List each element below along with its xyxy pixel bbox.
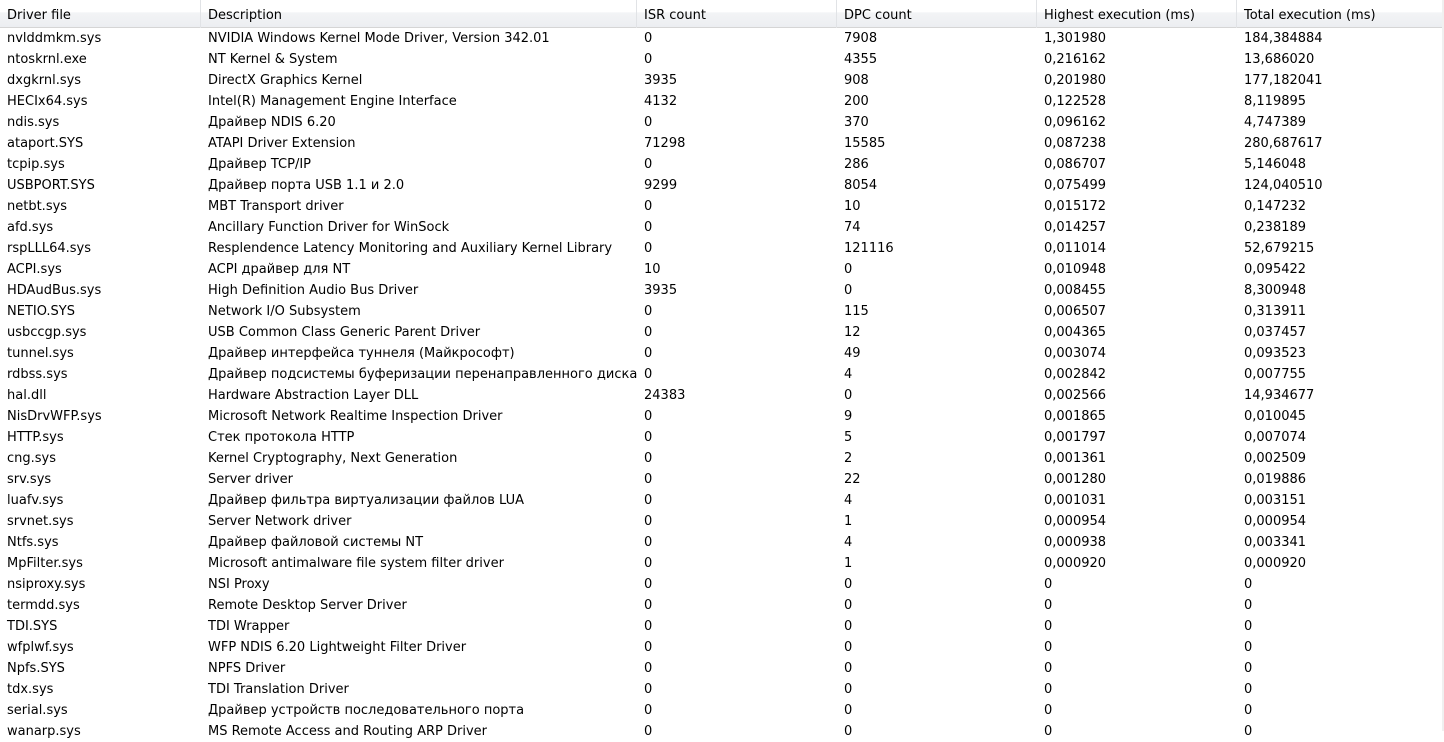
- driver-file-cell: ndis.sys: [7, 115, 60, 130]
- highest-execution-cell: 0,001031: [1044, 493, 1107, 508]
- column-header-highest-execution[interactable]: Highest execution (ms): [1037, 0, 1237, 28]
- dpc-count-cell: 4: [844, 493, 853, 508]
- total-execution-cell: 0,003151: [1244, 493, 1307, 508]
- isr-count-cell: 0: [644, 31, 653, 46]
- driver-file-cell: tunnel.sys: [7, 346, 74, 361]
- total-execution-cell: 52,679215: [1244, 241, 1315, 256]
- total-execution-cell: 5,146048: [1244, 157, 1307, 172]
- dpc-count-cell: 10: [844, 199, 861, 214]
- table-row[interactable]: [0, 49, 1444, 70]
- driver-file-cell: usbccgp.sys: [7, 325, 87, 340]
- description-cell: NPFS Driver: [208, 661, 286, 676]
- dpc-count-cell: 370: [844, 115, 869, 130]
- driver-rows: [0, 28, 1444, 742]
- isr-count-cell: 0: [644, 682, 653, 697]
- table-row[interactable]: [0, 532, 1444, 553]
- highest-execution-cell: 0,006507: [1044, 304, 1107, 319]
- total-execution-cell: 8,119895: [1244, 94, 1307, 109]
- total-execution-cell: 177,182041: [1244, 73, 1323, 88]
- driver-file-cell: netbt.sys: [7, 199, 68, 214]
- dpc-count-cell: 0: [844, 703, 853, 718]
- highest-execution-cell: 0,001361: [1044, 451, 1107, 466]
- driver-file-cell: cng.sys: [7, 451, 57, 466]
- driver-file-cell: termdd.sys: [7, 598, 80, 613]
- driver-file-cell: HDAudBus.sys: [7, 283, 102, 298]
- driver-file-cell: hal.dll: [7, 388, 47, 403]
- description-cell: MBT Transport driver: [208, 199, 344, 214]
- table-row[interactable]: [0, 133, 1444, 154]
- driver-file-cell: rdbss.sys: [7, 367, 68, 382]
- table-row[interactable]: [0, 595, 1444, 616]
- table-row[interactable]: [0, 259, 1444, 280]
- table-row[interactable]: [0, 385, 1444, 406]
- total-execution-cell: 184,384884: [1244, 31, 1323, 46]
- dpc-count-cell: 0: [844, 598, 853, 613]
- isr-count-cell: 0: [644, 346, 653, 361]
- table-row[interactable]: [0, 238, 1444, 259]
- isr-count-cell: 0: [644, 115, 653, 130]
- column-header-description[interactable]: Description: [201, 0, 637, 28]
- description-cell: Remote Desktop Server Driver: [208, 598, 407, 613]
- driver-file-cell: NETIO.SYS: [7, 304, 75, 319]
- isr-count-cell: 3935: [644, 73, 678, 88]
- table-row[interactable]: [0, 28, 1444, 49]
- description-cell: Драйвер подсистемы буферизации перенаправленного диска: [208, 367, 638, 382]
- description-cell: Microsoft antimalware file system filter driver: [208, 556, 504, 571]
- table-row[interactable]: [0, 490, 1444, 511]
- dpc-count-cell: 0: [844, 682, 853, 697]
- driver-file-cell: ataport.SYS: [7, 136, 84, 151]
- highest-execution-cell: 0: [1044, 640, 1053, 655]
- description-cell: Драйвер интерфейса туннеля (Майкрософт): [208, 346, 515, 361]
- table-row[interactable]: [0, 721, 1444, 742]
- table-row[interactable]: [0, 154, 1444, 175]
- isr-count-cell: 0: [644, 451, 653, 466]
- highest-execution-cell: 0,000954: [1044, 514, 1107, 529]
- highest-execution-cell: 0,008455: [1044, 283, 1107, 298]
- table-row[interactable]: [0, 70, 1444, 91]
- total-execution-cell: 4,747389: [1244, 115, 1307, 130]
- description-cell: DirectX Graphics Kernel: [208, 73, 363, 88]
- isr-count-cell: 3935: [644, 283, 678, 298]
- total-execution-cell: 0: [1244, 682, 1253, 697]
- isr-count-cell: 0: [644, 661, 653, 676]
- total-execution-cell: 0,002509: [1244, 451, 1307, 466]
- isr-count-cell: 0: [644, 304, 653, 319]
- table-row[interactable]: [0, 406, 1444, 427]
- table-row[interactable]: [0, 637, 1444, 658]
- column-header-dpc-count[interactable]: DPC count: [837, 0, 1037, 28]
- highest-execution-cell: 0: [1044, 577, 1053, 592]
- isr-count-cell: 0: [644, 472, 653, 487]
- description-cell: Драйвер устройств последовательного порта: [208, 703, 525, 718]
- description-cell: TDI Wrapper: [208, 619, 290, 634]
- dpc-count-cell: 0: [844, 283, 853, 298]
- description-cell: Драйвер порта USB 1.1 и 2.0: [208, 178, 405, 193]
- dpc-count-cell: 115: [844, 304, 869, 319]
- dpc-count-cell: 0: [844, 661, 853, 676]
- table-row[interactable]: [0, 658, 1444, 679]
- dpc-count-cell: 8054: [844, 178, 878, 193]
- table-row[interactable]: [0, 574, 1444, 595]
- description-cell: NSI Proxy: [208, 577, 270, 592]
- isr-count-cell: 0: [644, 598, 653, 613]
- table-row[interactable]: [0, 469, 1444, 490]
- total-execution-cell: 0,147232: [1244, 199, 1307, 214]
- isr-count-cell: 9299: [644, 178, 678, 193]
- table-row[interactable]: [0, 679, 1444, 700]
- highest-execution-cell: 0,003074: [1044, 346, 1107, 361]
- driver-file-cell: HTTP.sys: [7, 430, 64, 445]
- driver-file-cell: HECIx64.sys: [7, 94, 88, 109]
- dpc-count-cell: 121116: [844, 241, 894, 256]
- dpc-count-cell: 4355: [844, 52, 878, 67]
- highest-execution-cell: 0,001797: [1044, 430, 1107, 445]
- description-cell: Network I/O Subsystem: [208, 304, 361, 319]
- total-execution-cell: 0,019886: [1244, 472, 1307, 487]
- highest-execution-cell: 0: [1044, 703, 1053, 718]
- dpc-count-cell: 0: [844, 262, 853, 277]
- dpc-count-cell: 4: [844, 535, 853, 550]
- driver-file-cell: dxgkrnl.sys: [7, 73, 82, 88]
- highest-execution-cell: 0: [1044, 682, 1053, 697]
- highest-execution-cell: 0,001280: [1044, 472, 1107, 487]
- table-row[interactable]: [0, 175, 1444, 196]
- dpc-count-cell: 0: [844, 724, 853, 739]
- description-cell: NVIDIA Windows Kernel Mode Driver, Version 342.01: [208, 31, 550, 46]
- total-execution-cell: 0,037457: [1244, 325, 1307, 340]
- dpc-count-cell: 200: [844, 94, 869, 109]
- total-execution-cell: 0,238189: [1244, 220, 1307, 235]
- isr-count-cell: 4132: [644, 94, 678, 109]
- driver-file-cell: MpFilter.sys: [7, 556, 83, 571]
- isr-count-cell: 0: [644, 493, 653, 508]
- table-row[interactable]: [0, 364, 1444, 385]
- description-cell: ACPI драйвер для NT: [208, 262, 351, 277]
- dpc-count-cell: 0: [844, 577, 853, 592]
- table-row[interactable]: [0, 112, 1444, 133]
- driver-file-cell: ACPI.sys: [7, 262, 62, 277]
- isr-count-cell: 0: [644, 409, 653, 424]
- table-row[interactable]: [0, 448, 1444, 469]
- total-execution-cell: 0,313911: [1244, 304, 1307, 319]
- driver-file-cell: ntoskrnl.exe: [7, 52, 87, 67]
- isr-count-cell: 0: [644, 157, 653, 172]
- dpc-count-cell: 74: [844, 220, 861, 235]
- dpc-count-cell: 4: [844, 367, 853, 382]
- column-header-driver-file[interactable]: Driver file: [0, 0, 201, 28]
- total-execution-cell: 124,040510: [1244, 178, 1323, 193]
- description-cell: NT Kernel & System: [208, 52, 338, 67]
- dpc-count-cell: 15585: [844, 136, 886, 151]
- driver-file-cell: tcpip.sys: [7, 157, 65, 172]
- total-execution-cell: 8,300948: [1244, 283, 1307, 298]
- driver-file-cell: nsiproxy.sys: [7, 577, 86, 592]
- highest-execution-cell: 0,004365: [1044, 325, 1107, 340]
- driver-file-cell: nvlddmkm.sys: [7, 31, 102, 46]
- highest-execution-cell: 0: [1044, 619, 1053, 634]
- isr-count-cell: 0: [644, 52, 653, 67]
- driver-file-cell: Ntfs.sys: [7, 535, 59, 550]
- isr-count-cell: 0: [644, 703, 653, 718]
- highest-execution-cell: 0,002842: [1044, 367, 1107, 382]
- highest-execution-cell: 0,010948: [1044, 262, 1107, 277]
- highest-execution-cell: 0: [1044, 724, 1053, 739]
- table-row[interactable]: [0, 427, 1444, 448]
- highest-execution-cell: 0,014257: [1044, 220, 1107, 235]
- description-cell: Hardware Abstraction Layer DLL: [208, 388, 419, 403]
- driver-file-cell: rspLLL64.sys: [7, 241, 92, 256]
- dpc-count-cell: 2: [844, 451, 853, 466]
- total-execution-cell: 0,003341: [1244, 535, 1307, 550]
- description-cell: WFP NDIS 6.20 Lightweight Filter Driver: [208, 640, 467, 655]
- highest-execution-cell: 0: [1044, 661, 1053, 676]
- isr-count-cell: 71298: [644, 136, 686, 151]
- highest-execution-cell: 0,087238: [1044, 136, 1107, 151]
- total-execution-cell: 0: [1244, 577, 1253, 592]
- dpc-count-cell: 1: [844, 514, 853, 529]
- driver-file-cell: Npfs.SYS: [7, 661, 65, 676]
- dpc-count-cell: 1: [844, 556, 853, 571]
- dpc-count-cell: 0: [844, 388, 853, 403]
- highest-execution-cell: 0,075499: [1044, 178, 1107, 193]
- dpc-count-cell: 908: [844, 73, 869, 88]
- isr-count-cell: 0: [644, 619, 653, 634]
- driver-file-cell: srv.sys: [7, 472, 52, 487]
- driver-file-cell: luafv.sys: [7, 493, 64, 508]
- table-row[interactable]: [0, 217, 1444, 238]
- total-execution-cell: 0,007074: [1244, 430, 1307, 445]
- column-header-isr-count[interactable]: ISR count: [637, 0, 837, 28]
- driver-file-cell: afd.sys: [7, 220, 54, 235]
- total-execution-cell: 280,687617: [1244, 136, 1323, 151]
- description-cell: Intel(R) Management Engine Interface: [208, 94, 457, 109]
- isr-count-cell: 0: [644, 535, 653, 550]
- highest-execution-cell: 0,122528: [1044, 94, 1107, 109]
- total-execution-cell: 0: [1244, 619, 1253, 634]
- highest-execution-cell: 0,096162: [1044, 115, 1107, 130]
- total-execution-cell: 0,000920: [1244, 556, 1307, 571]
- highest-execution-cell: 1,301980: [1044, 31, 1107, 46]
- table-row[interactable]: [0, 301, 1444, 322]
- driver-file-cell: USBPORT.SYS: [7, 178, 95, 193]
- description-cell: Server Network driver: [208, 514, 352, 529]
- total-execution-cell: 0: [1244, 661, 1253, 676]
- total-execution-cell: 0,095422: [1244, 262, 1307, 277]
- dpc-count-cell: 49: [844, 346, 861, 361]
- highest-execution-cell: 0,011014: [1044, 241, 1107, 256]
- total-execution-cell: 0,000954: [1244, 514, 1307, 529]
- driver-file-cell: serial.sys: [7, 703, 68, 718]
- total-execution-cell: 14,934677: [1244, 388, 1315, 403]
- description-cell: Стек протокола HTTP: [208, 430, 355, 445]
- dpc-count-cell: 9: [844, 409, 853, 424]
- highest-execution-cell: 0: [1044, 598, 1053, 613]
- table-row[interactable]: [0, 343, 1444, 364]
- description-cell: TDI Translation Driver: [208, 682, 349, 697]
- table-row[interactable]: [0, 553, 1444, 574]
- dpc-count-cell: 12: [844, 325, 861, 340]
- dpc-count-cell: 0: [844, 619, 853, 634]
- dpc-count-cell: 7908: [844, 31, 878, 46]
- isr-count-cell: 0: [644, 724, 653, 739]
- driver-file-cell: srvnet.sys: [7, 514, 74, 529]
- table-row[interactable]: [0, 616, 1444, 637]
- description-cell: Драйвер TCP/IP: [208, 157, 312, 172]
- driver-file-cell: wfplwf.sys: [7, 640, 74, 655]
- highest-execution-cell: 0,000938: [1044, 535, 1107, 550]
- highest-execution-cell: 0,001865: [1044, 409, 1107, 424]
- description-cell: Ancillary Function Driver for WinSock: [208, 220, 450, 235]
- highest-execution-cell: 0,086707: [1044, 157, 1107, 172]
- total-execution-cell: 0: [1244, 598, 1253, 613]
- description-cell: High Definition Audio Bus Driver: [208, 283, 419, 298]
- description-cell: ATAPI Driver Extension: [208, 136, 356, 151]
- driver-file-cell: tdx.sys: [7, 682, 54, 697]
- description-cell: Драйвер фильтра виртуализации файлов LUA: [208, 493, 525, 508]
- total-execution-cell: 13,686020: [1244, 52, 1315, 67]
- isr-count-cell: 0: [644, 241, 653, 256]
- description-cell: Server driver: [208, 472, 294, 487]
- description-cell: Драйвер NDIS 6.20: [208, 115, 336, 130]
- dpc-count-cell: 5: [844, 430, 853, 445]
- isr-count-cell: 10: [644, 262, 661, 277]
- description-cell: Драйвер файловой системы NT: [208, 535, 424, 550]
- column-header-total-execution[interactable]: Total execution (ms): [1237, 0, 1444, 28]
- total-execution-cell: 0: [1244, 703, 1253, 718]
- dpc-count-cell: 0: [844, 640, 853, 655]
- description-cell: MS Remote Access and Routing ARP Driver: [208, 724, 487, 739]
- isr-count-cell: 24383: [644, 388, 686, 403]
- total-execution-cell: 0,093523: [1244, 346, 1307, 361]
- driver-file-cell: NisDrvWFP.sys: [7, 409, 102, 424]
- highest-execution-cell: 0,201980: [1044, 73, 1107, 88]
- highest-execution-cell: 0,002566: [1044, 388, 1107, 403]
- total-execution-cell: 0,007755: [1244, 367, 1307, 382]
- description-cell: Resplendence Latency Monitoring and Auxiliary Kernel Library: [208, 241, 613, 256]
- highest-execution-cell: 0,216162: [1044, 52, 1107, 67]
- column-header-bar: [0, 0, 1444, 28]
- dpc-count-cell: 22: [844, 472, 861, 487]
- isr-count-cell: 0: [644, 325, 653, 340]
- highest-execution-cell: 0,000920: [1044, 556, 1107, 571]
- isr-count-cell: 0: [644, 577, 653, 592]
- highest-execution-cell: 0,015172: [1044, 199, 1107, 214]
- total-execution-cell: 0,010045: [1244, 409, 1307, 424]
- description-cell: USB Common Class Generic Parent Driver: [208, 325, 481, 340]
- driver-file-cell: TDI.SYS: [7, 619, 58, 634]
- table-row[interactable]: [0, 196, 1444, 217]
- isr-count-cell: 0: [644, 514, 653, 529]
- description-cell: Kernel Cryptography, Next Generation: [208, 451, 458, 466]
- table-row[interactable]: [0, 322, 1444, 343]
- total-execution-cell: 0: [1244, 724, 1253, 739]
- driver-file-cell: wanarp.sys: [7, 724, 81, 739]
- isr-count-cell: 0: [644, 430, 653, 445]
- description-cell: Microsoft Network Realtime Inspection Driver: [208, 409, 503, 424]
- dpc-count-cell: 286: [844, 157, 869, 172]
- isr-count-cell: 0: [644, 640, 653, 655]
- table-row[interactable]: [0, 511, 1444, 532]
- table-row[interactable]: [0, 280, 1444, 301]
- isr-count-cell: 0: [644, 199, 653, 214]
- isr-count-cell: 0: [644, 556, 653, 571]
- isr-count-cell: 0: [644, 367, 653, 382]
- table-row[interactable]: [0, 91, 1444, 112]
- table-row[interactable]: [0, 700, 1444, 721]
- total-execution-cell: 0: [1244, 640, 1253, 655]
- isr-count-cell: 0: [644, 220, 653, 235]
